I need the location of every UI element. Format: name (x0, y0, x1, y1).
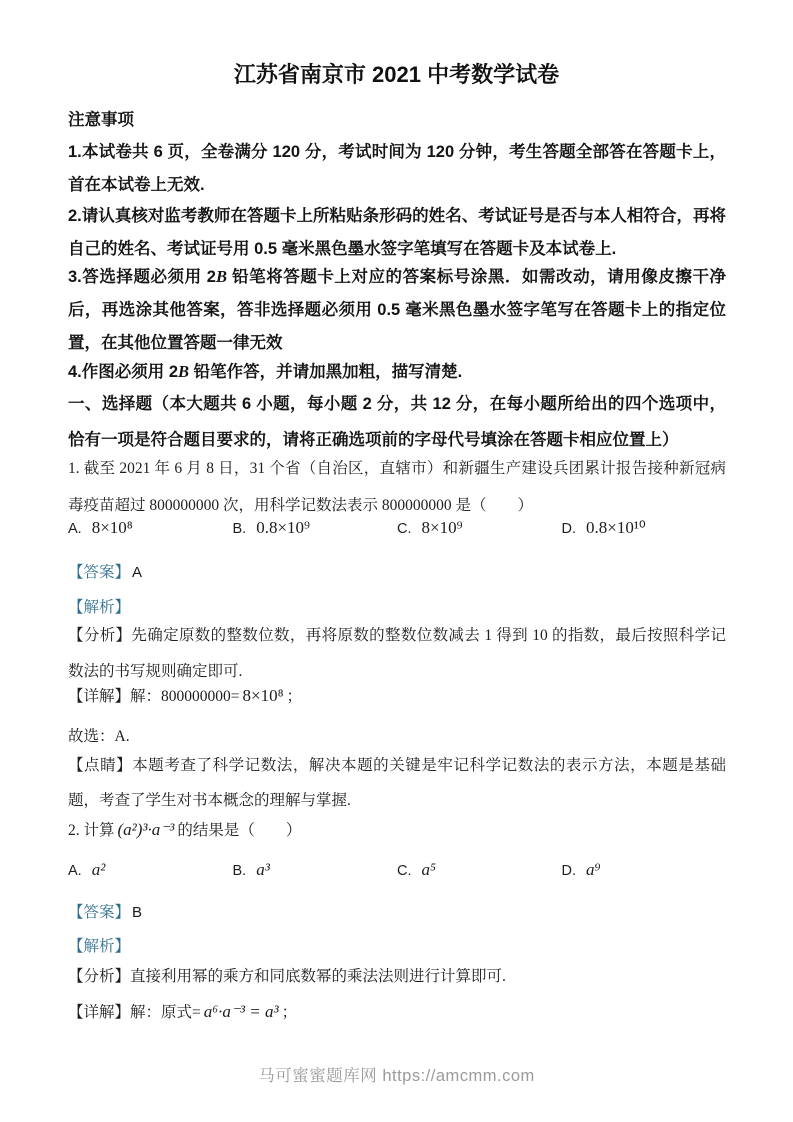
notice-item-4-pre: 4.作图必须用 2 (68, 363, 179, 381)
q2-option-b (233, 860, 398, 880)
site-watermark: 马可蜜蜜题库网 https://amcmm.com (258, 1067, 535, 1085)
q1-option-b-label: B. (232, 521, 247, 537)
q1-option-c (397, 518, 562, 538)
q2-xiangjie-math: a⁶·a⁻³ = a³ (203, 1002, 279, 1021)
question-2-text (68, 818, 726, 840)
question-1-options (68, 518, 726, 538)
notice-item-2: 2.请认真核对监考教师在答题卡上所粘贴条形码的姓名、考试证号是否与本人相符合，再将自己的姓名、考试证号用 0.5 毫米黑色墨水签字笔填写在答题卡及本试卷上. (68, 207, 726, 258)
q1-option-b (233, 518, 398, 538)
q1-xiangjie-math: 8×10⁸ (242, 686, 284, 705)
notice-item-4 (68, 355, 726, 389)
q1-option-d (562, 518, 727, 538)
q1-option-a (68, 518, 233, 538)
notice-item-3 (68, 260, 726, 360)
q1-option-c-value: 8×10⁹ (421, 518, 463, 537)
q2-answer-value: B (132, 904, 143, 921)
q2-suffix: 的结果是（ ） (177, 822, 302, 839)
q1-xiangjie (68, 684, 726, 706)
q2-fenxi: 【分析】直接利用幂的乘方和同底数幂的乘法法则进行计算即可. (68, 968, 506, 985)
notice-item-3-italic: B (215, 267, 227, 286)
q1-jiexi-label: 【解析】 (68, 599, 131, 616)
notice-item-1: 1.本试卷共 6 页，全卷满分 120 分，考试时间为 120 分钟，考生答题全部答在答题卡上，首在本试卷上无效. (68, 143, 726, 194)
q2-xiangjie (68, 1000, 726, 1022)
q2-jiexi-line (68, 934, 726, 956)
q1-option-b-value: 0.8×10⁹ (256, 518, 310, 537)
notice-item-4-italic: B (178, 362, 190, 381)
q1-answer-label: 【答案】 (68, 564, 131, 581)
q2-xiangjie-pre: 【详解】解：原式= (68, 1004, 201, 1021)
page-title: 江苏省南京市 2021 中考数学试卷 (233, 62, 560, 87)
notice-item-3-pre: 3.答选择题必须用 2 (68, 268, 216, 286)
q2-option-c-value: a⁵ (421, 860, 436, 879)
q2-formula: (a²)³·a⁻³ (117, 820, 175, 839)
q2-answer-line (68, 900, 726, 922)
q1-conclusion: 故选：A. (68, 728, 130, 745)
q1-option-a-value: 8×10⁸ (91, 518, 133, 537)
q1-fenxi: 【分析】先确定原数的整数位数，再将原数的整数位数减去 1 得到 10 的指数，最后按照科学记数法的书写规则确定即可. (68, 627, 726, 680)
q2-option-b-value: a³ (256, 860, 270, 879)
q2-jiexi-label: 【解析】 (68, 938, 131, 955)
q2-option-b-label: B. (232, 863, 247, 879)
q1-jiexi-line (68, 595, 726, 617)
q2-option-d-value: a⁹ (586, 860, 601, 879)
q2-option-d-label: D. (561, 863, 576, 879)
q1-xiangjie-pre: 【详解】解：800000000= (68, 688, 240, 705)
q2-xiangjie-post: ； (281, 1004, 298, 1021)
q2-num: 2. 计算 (68, 822, 115, 839)
q1-option-d-label: D. (561, 521, 576, 537)
notice-item-3-post: 铅笔将答题卡上对应的答案标号涂黑．如需改动，请用像皮擦干净后，再选涂其他答案，答非选择题必须用 0.5 毫米黑色墨水签字笔写在答题卡上的指定位置，在其他位置答题一律无效 (68, 268, 726, 352)
q1-xiangjie-post: ； (286, 688, 303, 705)
q2-option-c (397, 860, 562, 880)
q2-option-a (68, 860, 233, 880)
notice-item-4-post: 铅笔作答，并请加黑加粗，描写清楚. (189, 363, 463, 381)
question-2-options (68, 860, 726, 880)
q1-option-a-label: A. (68, 521, 82, 537)
section-header-multiple-choice: 一、选择题（本大题共 6 小题，每小题 2 分，共 12 分，在每小题所给出的四个选项中，恰有一项是符合题目要求的，请将正确选项前的字母代号填涂在答题卡相应位置上） (68, 395, 726, 449)
q2-option-a-label: A. (68, 863, 82, 879)
q2-answer-label: 【答案】 (68, 904, 131, 921)
q1-answer-line (68, 560, 726, 582)
q2-option-c-label: C. (397, 863, 412, 879)
question-1-text: 1. 截至 2021 年 6 月 8 日，31 个省（自治区，直辖市）和新疆生产建设兵团累计报告接种新冠病毒疫苗超过 800000000 次，用科学记数法表示 800000000 是（ ） (68, 460, 726, 514)
q1-option-d-value: 0.8×10¹⁰ (586, 518, 646, 537)
q1-answer-value: A (132, 564, 143, 581)
q2-option-d (562, 860, 727, 880)
q1-dianjing: 【点睛】本题考查了科学记数法，解决本题的关键是牢记科学记数法的表示方法，本题是基础题，考查了学生对书本概念的理解与掌握. (68, 757, 726, 809)
q2-option-a-value: a² (91, 860, 106, 879)
q1-option-c-label: C. (397, 521, 412, 537)
notice-heading: 注意事项 (68, 111, 134, 129)
